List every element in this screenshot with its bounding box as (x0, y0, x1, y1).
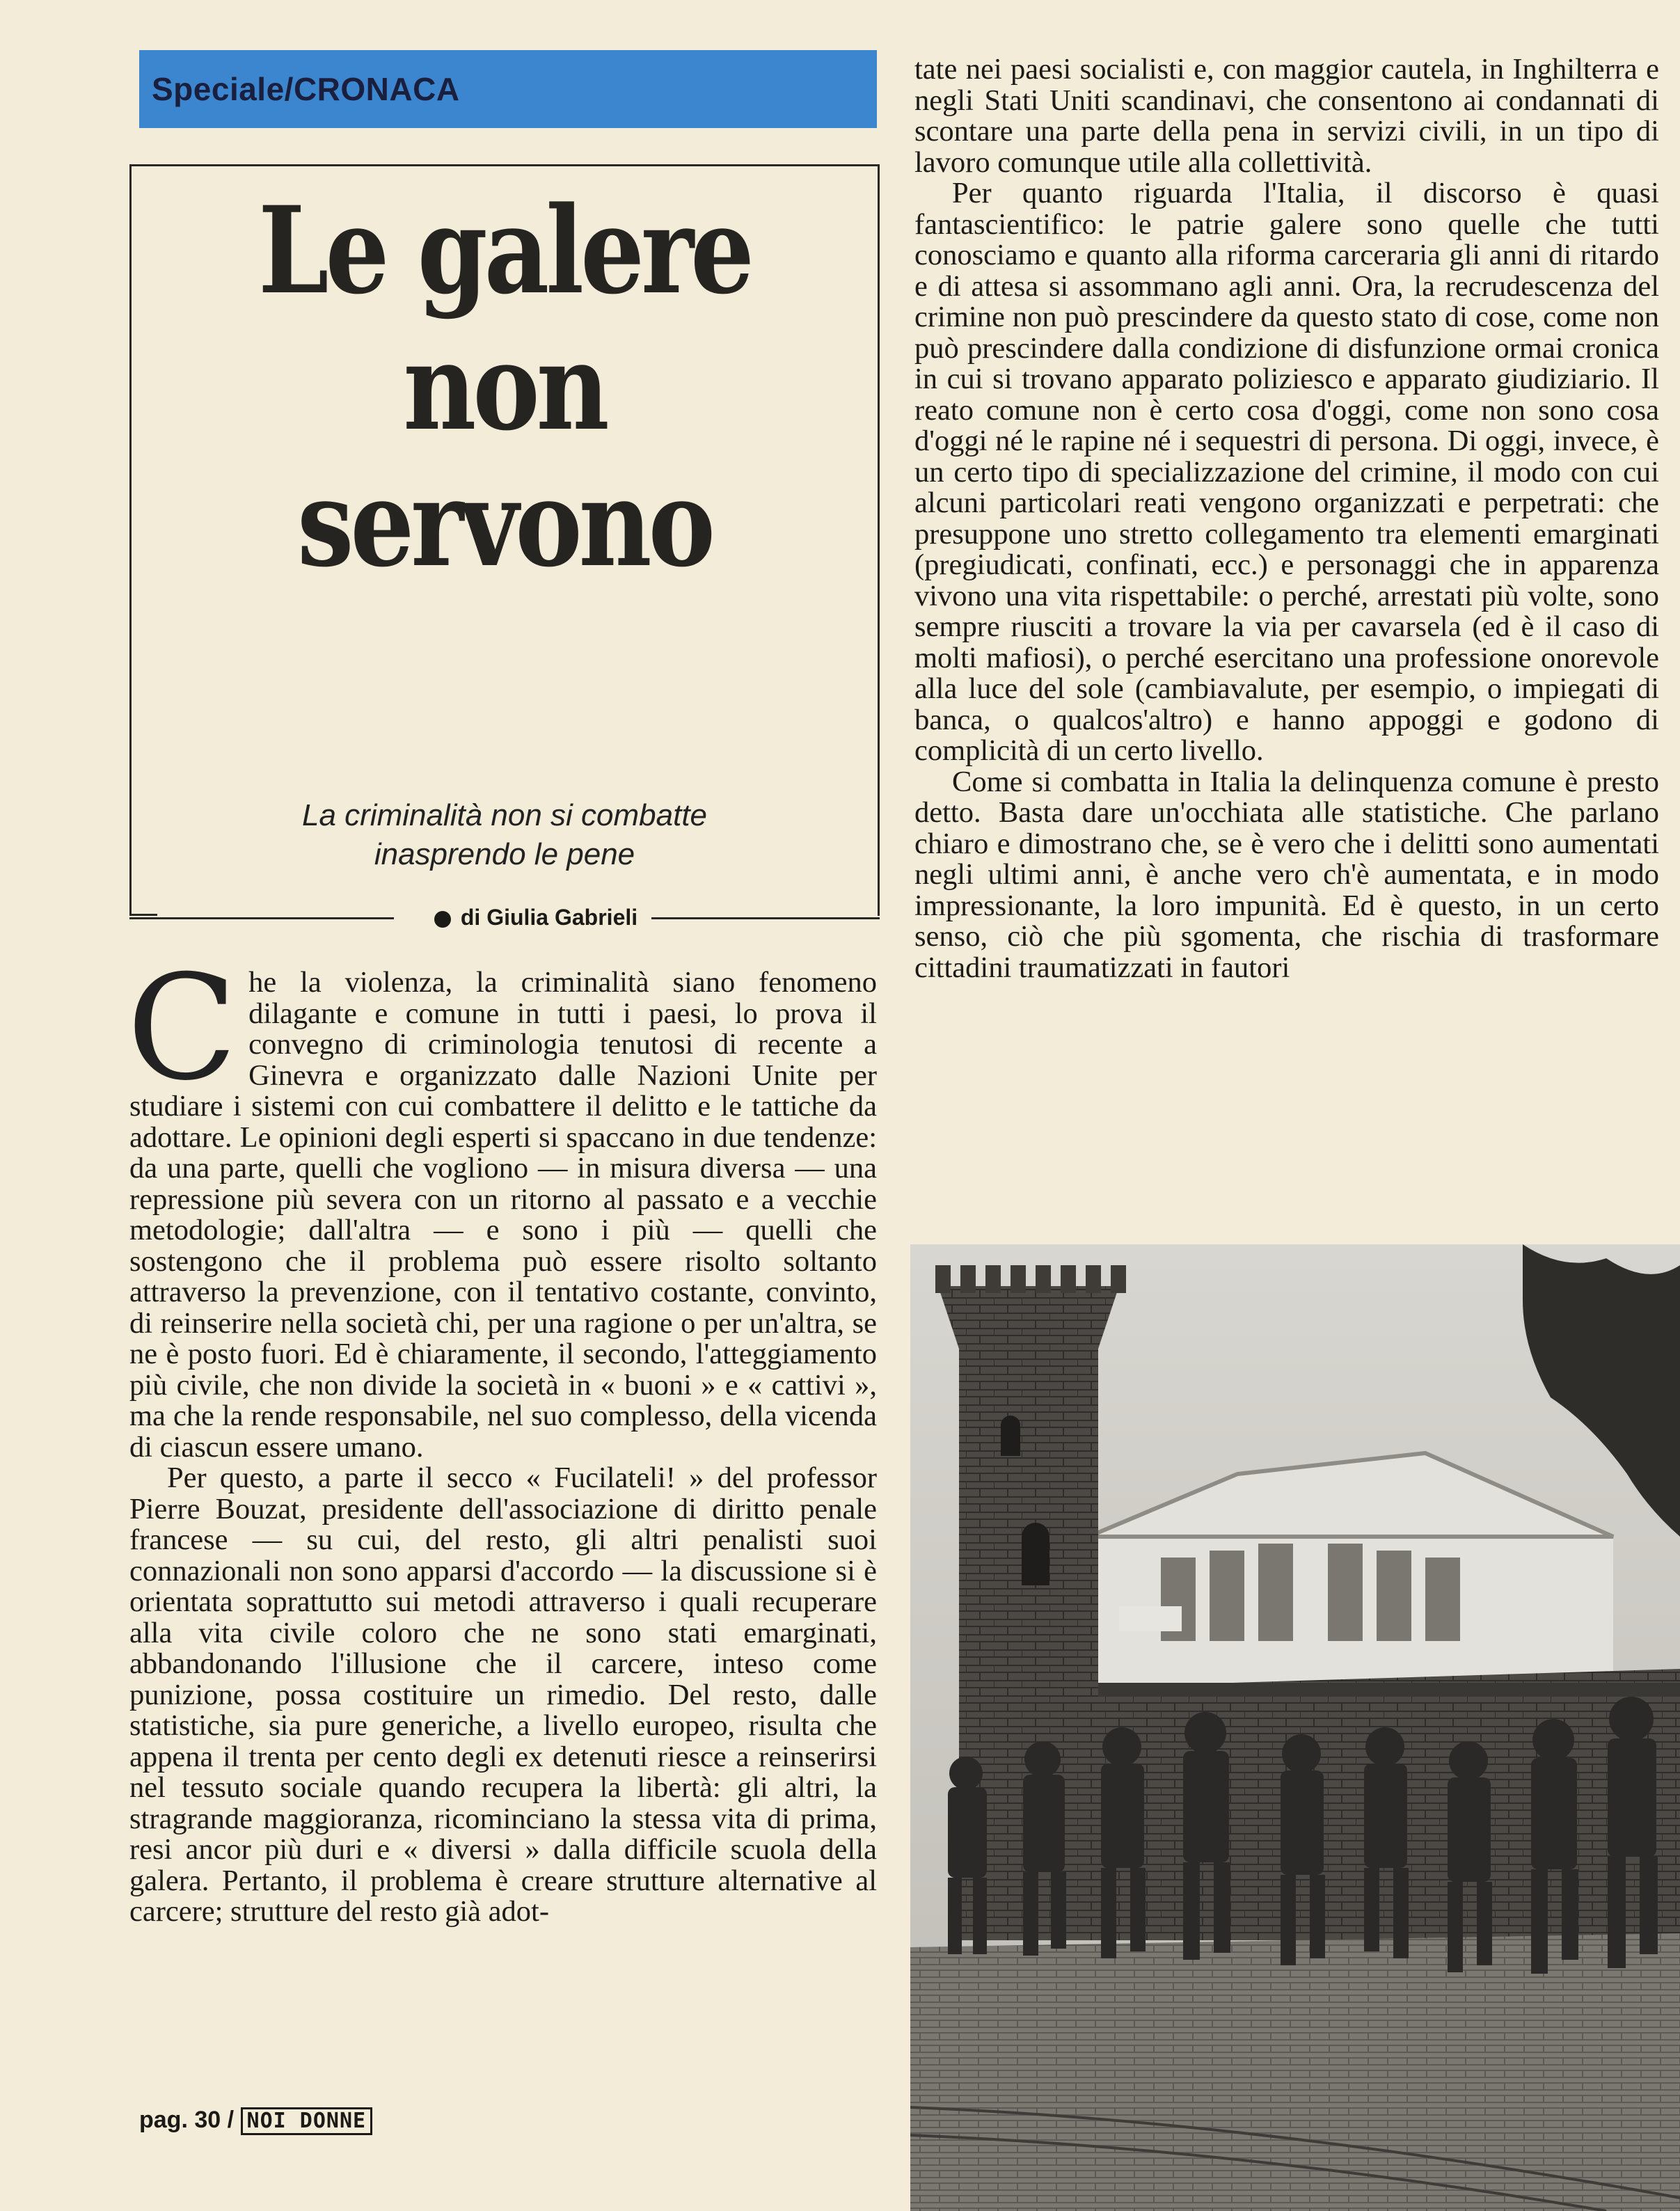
headline (189, 182, 820, 592)
magazine-logo: NOI DONNE (241, 2107, 373, 2135)
headline-line-2: non (403, 316, 606, 457)
paragraph-text: he la violenza, la criminalità siano fenomeno dilagante e comune in tutti i paesi, lo prova il convegno di criminologia tenutosi di recente a Ginevra e organizzato dalle Nazioni Unite per studiare i sistemi con cui combattere il delitto e le tattiche da adottare. Le opinioni degli esperti si spaccano in due tendenze: da una parte, quelli che vogliono — in misura diversa — una repressione più severa con un ritorno al passato e a vecchie metodologie; dall'altra — e sono i più — quelli che sostengono che il problema può essere risolto soltanto attraverso la prevenzione, con il tentativo costante, convinto, di reinserire nella società chi, per una ragione o per un'altra, se ne è posto fuori. Ed è chiaramente, il secondo, l'atteggiamento più civile, che non divide la società in « buoni » e « cattivi », ma che la rende responsabile, nel suo complesso, della vicenda di ciascun essere umano. (129, 966, 877, 1464)
bullet-icon (434, 911, 451, 928)
subtitle (129, 796, 880, 874)
article-paragraph: Come si combatta in Italia la delinquenza comune è presto detto. Basta dare un'occhiata alle statistiche. Che parlano chiaro e dimostrano che, se è vero che i delitti sono aumentati negli ultimi anni, è anche vero ch'è aumentata, e in modo impressionante, la loro impunità. Ed è questo, in un certo senso, ciò che più sgomenta, che rischia di trasformare cittadini traumatizzati in fautori (914, 765, 1659, 984)
headline-line-3: servono (297, 452, 712, 594)
page-footer (139, 2106, 372, 2135)
byline (390, 899, 682, 935)
subtitle-line-2: inasprendo le pene (374, 837, 635, 871)
subtitle-line-1: La criminalità non si combatte (301, 798, 708, 832)
byline-rule-right (651, 917, 880, 919)
article-paragraph: Per quanto riguarda l'Italia, il discorso è quasi fantascientifico: le patrie galere sono quelle che tutti conosciamo e quanto alla riforma carceraria gli anni di ritardo e di attesa si assommano agli anni. Ora, la recrudescenza del crimine non può prescindere da questo stato di cose, come non può prescindere dalla condizione di disfunzione ormai cronica in cui si trovano apparato poliziesco e apparato giudiziario. Il reato comune non è certo cosa d'oggi, come non sono cosa d'oggi né le rapine né i sequestri di persona. Di oggi, invece, è un certo tipo di specializzazione del crimine, il modo con cui alcuni particolari reati vengono organizzati e perpetrati: che presuppone uno stretto collegamento tra elementi emarginati (pregiudicati, confinati, ecc.) e personaggi che in apparenza vivono una vita rispettabile: o perché, arrestati più volte, sono sempre riusciti a trovare la via per cavarsela (ed è il caso di molti mafiosi), o perché esercitano una professione onorevole alla luce del sole (cambiavalute, per esempio, o impiegati di banca, o qualcos'altro) e hanno appoggi e godono di complicità di un certo livello. (914, 177, 1659, 767)
prison-photo (910, 1244, 1680, 2211)
page-number: pag. 30 (139, 2107, 221, 2133)
headline-line-1: Le galere (258, 180, 751, 321)
article-paragraph: Per questo, a parte il secco « Fucilateli! » del professor Pierre Bouzat, presidente dell'associazione di diritto penale francese — su cui, del resto, gli altri penalisti suoi connazionali non sono apparsi d'accordo — la discussione si è orientata soprattutto sui metodi attraverso i quali recuperare alla vita civile coloro che ne sono stati emarginati, abbandonando l'illusione che il carcere, inteso come punizione, possa costituire un rimedio. Del resto, dalle statistiche, sia pure generiche, a livello europeo, risulta che appena il trenta per cento degli ex detenuti riesce a reinserirsi nel tessuto sociale quando recupera la libertà: gli altri, la stragrande maggioranza, ricominciano la stessa vita di prima, resi ancor più duri e « diversi » dalla difficile scuola della galera. Pertanto, il problema è creare strutture alternative al carcere; strutture del resto già adot- (129, 1461, 877, 1928)
article-paragraph: tate nei paesi socialisti e, con maggior cautela, in Inghilterra e negli Stati Uniti scandinavi, che consentono ai condannati di scontare una parte della pena in servizi civili, in un tipo di lavoro comunque utile alla collettività. (914, 53, 1659, 179)
article-paragraph (127, 944, 877, 1464)
article-column-right (914, 54, 1659, 983)
section-tag: Speciale/CRONACA (139, 50, 877, 128)
byline-text: di Giulia Gabrieli (460, 905, 638, 930)
byline-rule-left (129, 917, 394, 919)
title-box-rule (129, 914, 157, 916)
article-column-left (127, 944, 877, 1928)
drop-cap: C (127, 944, 238, 1113)
footer-separator: / (227, 2107, 235, 2133)
